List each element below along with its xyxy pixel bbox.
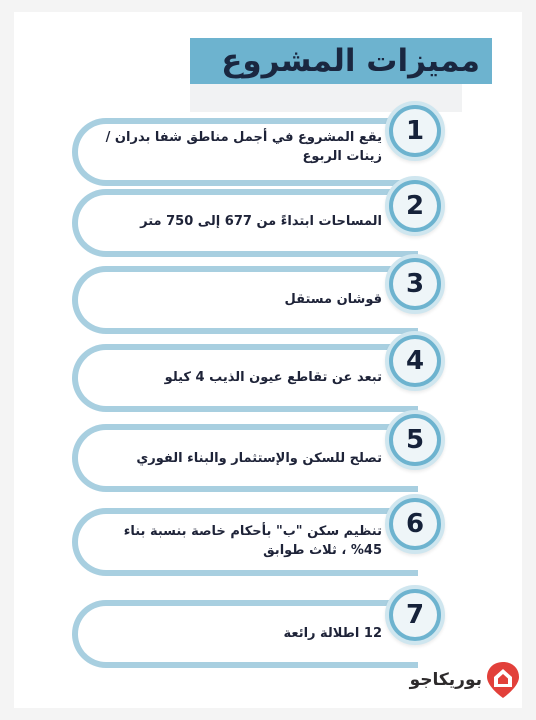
brand-logo-text: بوريكاجو <box>409 670 482 690</box>
feature-text-5: تصلح للسكن والإستثمار والبناء الفوري <box>136 451 382 466</box>
feature-text-2: المساحات ابتداءً من 677 إلى 750 متر <box>140 214 382 229</box>
feature-number-1: 1 <box>393 109 437 153</box>
feature-number-6: 6 <box>393 502 437 546</box>
feature-text-3: قوشان مستقل <box>284 292 382 307</box>
feature-text-6: تنظيم سكن "ب" بأحكام خاصة بنسبة بناء 45% ، ثلاث طوابق <box>123 524 382 558</box>
brand-logo[interactable] <box>406 660 522 704</box>
feature-number-7: 7 <box>393 593 437 637</box>
feature-text-1: يقع المشروع في أجمل مناطق شفا بدران / زينات الربوع <box>105 130 382 164</box>
feature-number-2: 2 <box>393 184 437 228</box>
feature-number-3: 3 <box>393 262 437 306</box>
feature-number-badge-2 <box>385 176 445 236</box>
feature-text-4: تبعد عن تقاطع عيون الذيب 4 كيلو <box>164 370 382 385</box>
feature-number-badge-4 <box>385 331 445 391</box>
feature-number-badge-6 <box>385 494 445 554</box>
feature-number-badge-3 <box>385 254 445 314</box>
page-title: مميزات المشروع <box>221 43 480 79</box>
feature-number-badge-7 <box>385 585 445 645</box>
location-pin-icon <box>484 660 522 700</box>
feature-text-7: 12 اطلالة رائعة <box>283 626 382 641</box>
feature-number-badge-1 <box>385 101 445 161</box>
feature-number-5: 5 <box>393 418 437 462</box>
feature-number-badge-5 <box>385 410 445 470</box>
feature-number-4: 4 <box>393 339 437 383</box>
